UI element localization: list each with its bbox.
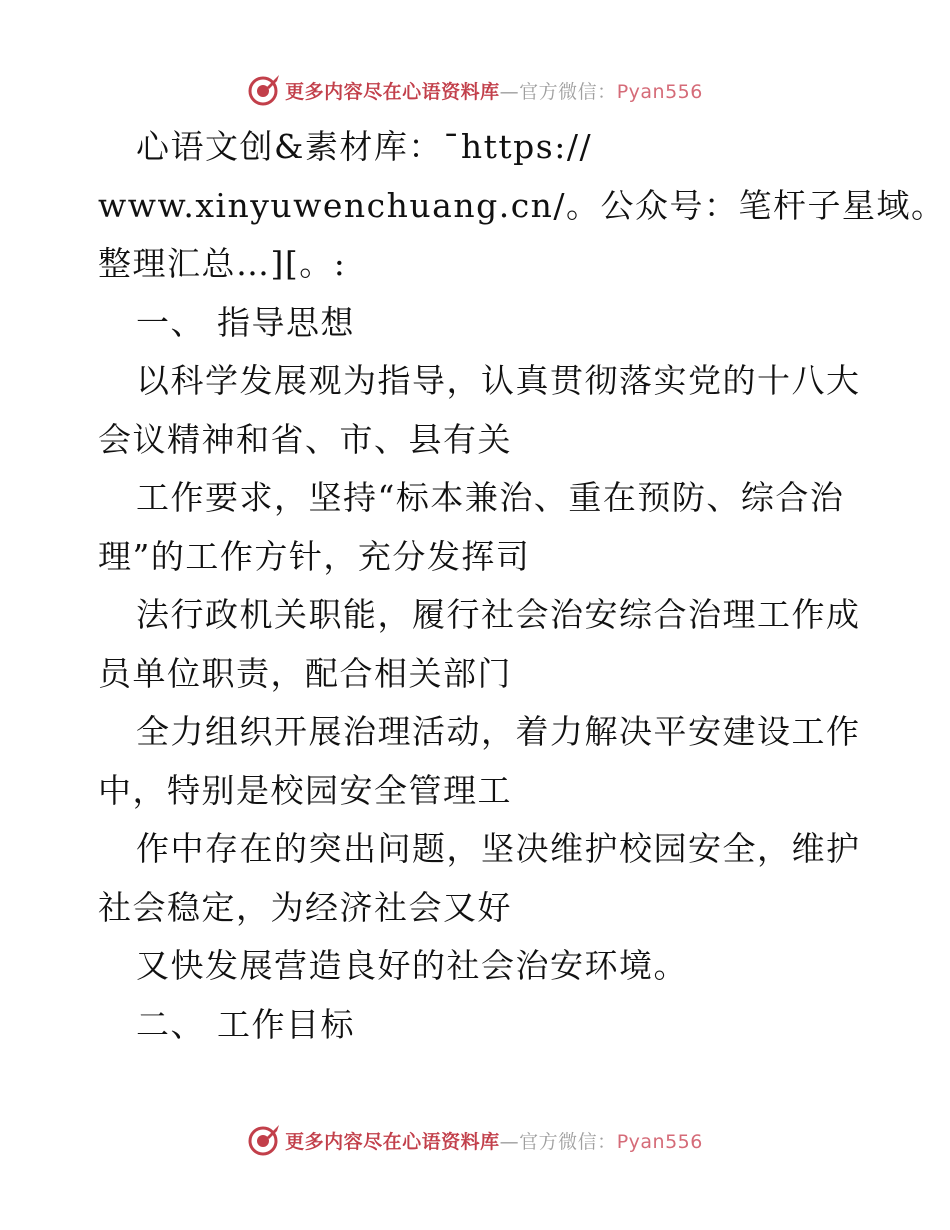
document-body — [98, 118, 946, 1054]
watermark-account: Pyan556 — [616, 1130, 703, 1153]
section-heading-2: 二、 工作目标 — [136, 1004, 355, 1044]
pen-logo-icon — [247, 73, 281, 107]
watermark-text — [285, 1127, 703, 1154]
pen-logo-icon — [247, 1123, 281, 1157]
watermark-official: 官方微信： — [519, 80, 617, 103]
footer-watermark — [0, 1120, 950, 1160]
text-line: 社会稳定，为经济社会又好 — [98, 887, 512, 927]
text-line: 又快发展营造良好的社会治安环境。 — [136, 946, 688, 985]
text-line: www.xinyuwenchuang.cn/。公众号：笔杆子星域。 — [98, 185, 946, 225]
text-line: 会议精神和省、市、县有关 — [98, 419, 512, 459]
section-heading-1: 一、 指导思想 — [136, 302, 355, 342]
watermark-lead: 更多内容尽在心语资料库 — [285, 80, 500, 103]
watermark-text — [285, 77, 703, 104]
watermark-lead: 更多内容尽在心语资料库 — [285, 1130, 500, 1153]
text-line: 作中存在的突出问题，坚决维护校园安全，维护 — [136, 829, 861, 868]
text-line: 员单位职责，配合相关部门 — [98, 653, 512, 693]
header-watermark — [0, 70, 950, 110]
watermark-dash: — — [499, 80, 520, 103]
watermark-account: Pyan556 — [616, 80, 703, 103]
text-line: 心语文创&素材库：¯https:// — [136, 127, 593, 166]
watermark-dash: — — [499, 1130, 520, 1153]
watermark-official: 官方微信： — [519, 1130, 617, 1153]
text-line: 中，特别是校园安全管理工 — [98, 770, 512, 810]
text-line: 工作要求，坚持“标本兼治、重在预防、综合治 — [136, 478, 845, 517]
text-line: 法行政机关职能，履行社会治安综合治理工作成 — [136, 595, 861, 634]
text-line: 理”的工作方针，充分发挥司 — [98, 536, 531, 576]
text-line: 全力组织开展治理活动，着力解决平安建设工作 — [136, 712, 861, 751]
text-line: 整理汇总…][。: — [98, 244, 347, 283]
text-line: 以科学发展观为指导，认真贯彻落实党的十八大 — [136, 361, 861, 400]
